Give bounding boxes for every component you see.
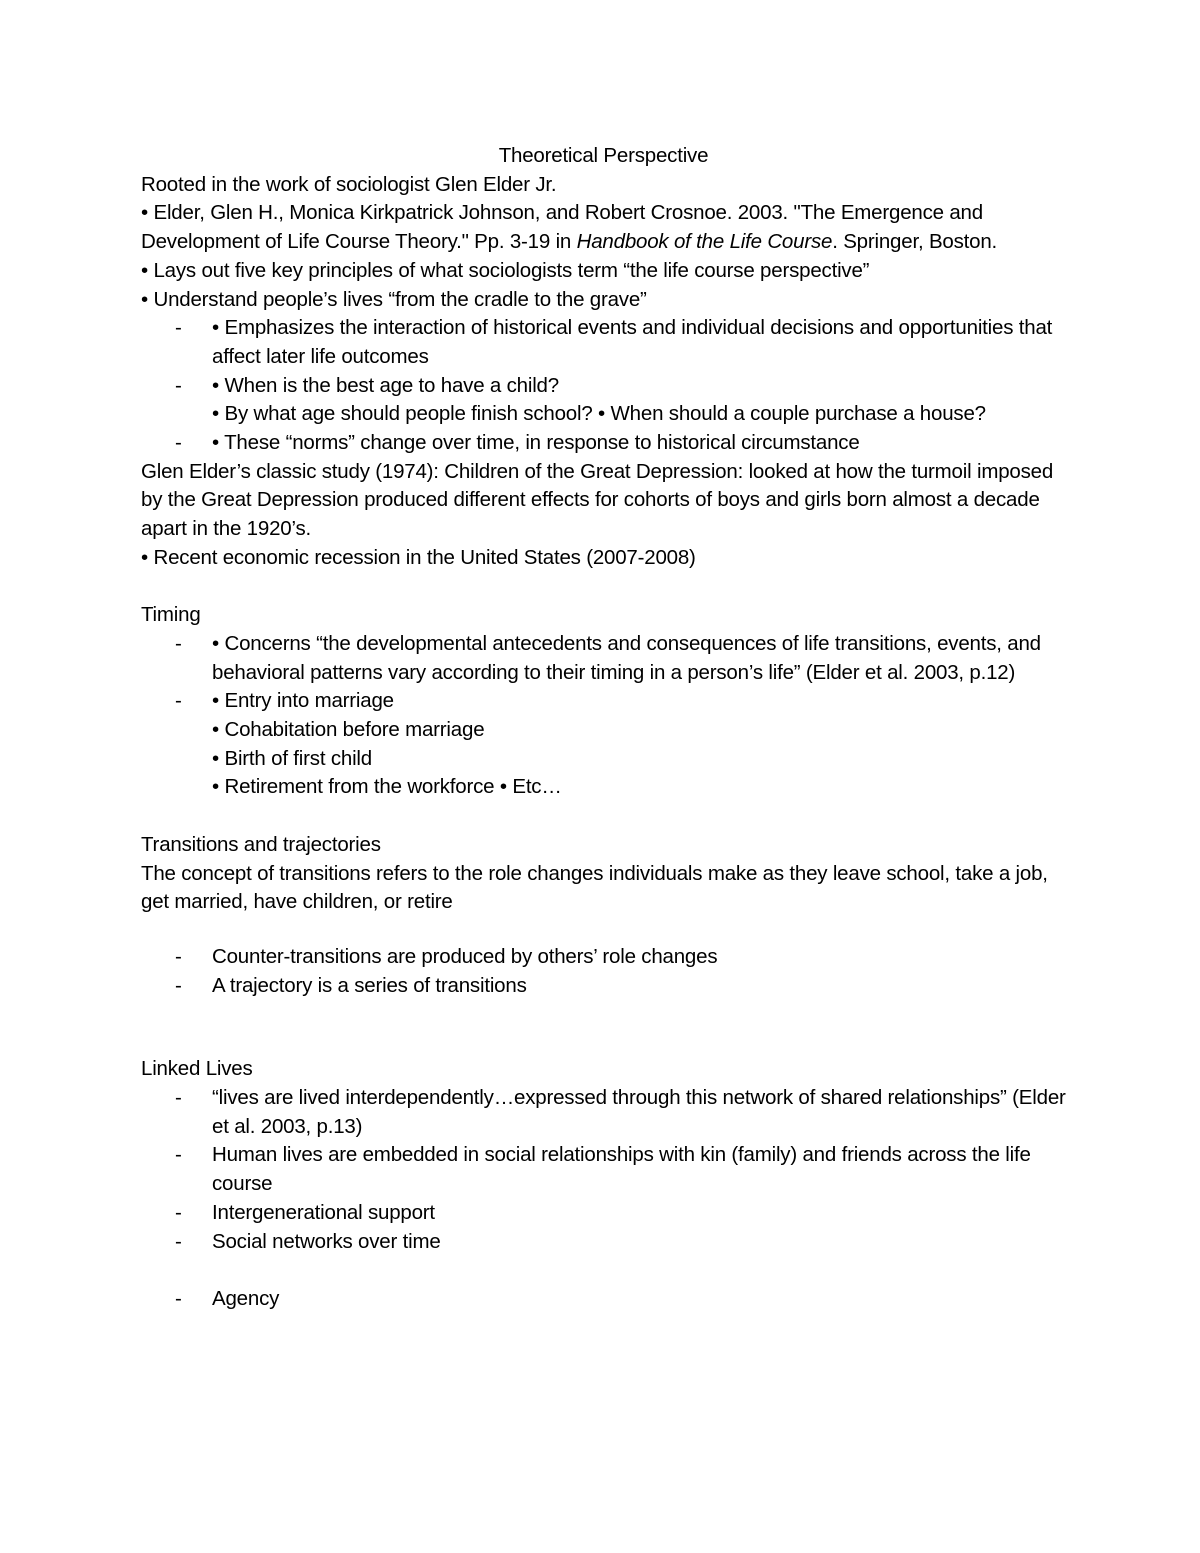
list-item-best-age	[141, 372, 1066, 401]
list-item-text: Social networks over time	[212, 1229, 441, 1253]
list-item-concerns	[141, 630, 1066, 687]
citation-text-post: . Springer, Boston.	[832, 230, 998, 254]
document-body	[141, 142, 1066, 1314]
list-item-cohabitation: • Cohabitation before marriage	[212, 718, 485, 742]
dash-marker: -	[175, 1229, 182, 1253]
bullet-recession: • Recent economic recession in the United States (2007-2008)	[141, 545, 696, 569]
list-item-text: Human lives are embedded in social relationships with kin (family) and friends across the life course	[212, 1143, 1031, 1196]
citation-line	[141, 199, 1066, 256]
list-item-embedded	[141, 1141, 1066, 1198]
list-item-counter-transitions	[141, 943, 1066, 972]
spacer	[141, 573, 1066, 602]
dash-marker: -	[175, 1200, 182, 1224]
transitions-concept-paragraph: The concept of transitions refers to the role changes individuals make as they leave school, take a job, get married, have children, or retire	[141, 861, 1048, 914]
rooted-line: Rooted in the work of sociologist Glen Elder Jr.	[141, 172, 557, 196]
list-item-text: “lives are lived interdependently…expressed through this network of shared relationships” (Elder et al. 2003, p.13)	[212, 1086, 1066, 1138]
list-item-agency	[141, 1285, 1066, 1314]
list-item-text: • Entry into marriage	[212, 689, 394, 713]
dash-marker: -	[175, 1086, 182, 1110]
list-item-text: Intergenerational support	[212, 1200, 435, 1224]
list-item-trajectory	[141, 972, 1066, 1001]
list-item-text: Counter-transitions are produced by others’ role changes	[212, 944, 718, 968]
elder-study-paragraph: Glen Elder’s classic study (1974): Children of the Great Depression: looked at how the turmoil imposed by the Great Depression produced different effects for cohorts of boys and girls born almost a decade apart in the 1920’s.	[141, 459, 1054, 541]
list-item-text: Agency	[212, 1286, 280, 1310]
citation-book-title: Handbook of the Life Course	[576, 230, 833, 254]
list-item-intergenerational	[141, 1199, 1066, 1228]
list-item-finish-school: • By what age should people finish school? • When should a couple purchase a house?	[212, 402, 986, 426]
list-item-emphasizes	[141, 314, 1066, 371]
list-item-text: • Concerns “the developmental antecedents and consequences of life transitions, events, and behavioral patterns vary according to their timing in a person’s life” (Elder et al. 2003, p.12)	[212, 631, 1041, 684]
list-item-norms	[141, 429, 1066, 458]
list-item-text: • Emphasizes the interaction of historical events and individual decisions and opportunities that affect later life outcomes	[212, 316, 1053, 368]
spacer	[141, 802, 1066, 831]
list-item-entry-marriage	[141, 687, 1066, 716]
citation-text-pre: • Elder, Glen H., Monica Kirkpatrick Johnson, and Robert Crosnoe. 2003. "The Emergence and Development of Life Course Theory." Pp. 3-19 in	[141, 201, 983, 254]
spacer	[141, 1256, 1066, 1285]
list-item-text: A trajectory is a series of transitions	[212, 973, 527, 997]
list-item-text: • When is the best age to have a child?	[212, 373, 559, 397]
dash-marker: -	[175, 973, 182, 997]
section-title-theoretical-perspective: Theoretical Perspective	[498, 144, 709, 167]
spacer	[141, 1000, 1066, 1055]
dash-marker: -	[175, 1286, 182, 1310]
dash-marker: -	[175, 631, 182, 655]
section-heading-linked-lives: Linked Lives	[141, 1057, 253, 1081]
list-item-social-networks	[141, 1228, 1066, 1257]
list-item-birth: • Birth of first child	[212, 746, 372, 770]
list-item-quote	[141, 1084, 1066, 1141]
dash-marker: -	[175, 944, 182, 968]
bullet-cradle-grave: • Understand people’s lives “from the cradle to the grave”	[141, 287, 647, 311]
list-item-retirement: • Retirement from the workforce • Etc…	[212, 775, 562, 799]
dash-marker: -	[175, 689, 182, 713]
dash-marker: -	[175, 316, 182, 340]
spacer	[141, 917, 1066, 943]
bullet-principles: • Lays out five key principles of what sociologists term “the life course perspective”	[141, 258, 870, 282]
dash-marker: -	[175, 1143, 182, 1167]
dash-marker: -	[175, 431, 182, 455]
section-heading-transitions: Transitions and trajectories	[141, 832, 381, 856]
dash-marker: -	[175, 373, 182, 397]
list-item-text: • These “norms” change over time, in response to historical circumstance	[212, 431, 860, 455]
section-heading-timing: Timing	[141, 603, 201, 627]
